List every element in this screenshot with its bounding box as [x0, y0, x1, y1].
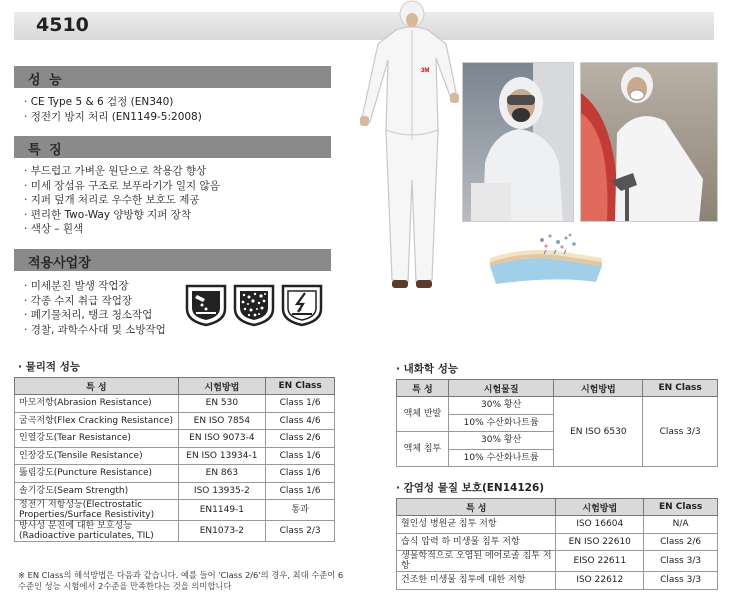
- table-cell: 습식 압력 하 미생물 침투 저항: [397, 533, 556, 551]
- table-cell: ISO 22612: [556, 572, 644, 590]
- table-cell: ISO 16604: [556, 516, 644, 534]
- table-row: [15, 412, 335, 430]
- table-cell: Class 2/3: [266, 521, 335, 542]
- table-cell: Class 2/6: [266, 430, 335, 448]
- table-row: 10% 수산화나트륨: [397, 414, 718, 432]
- table-row: 액체 침투 30% 황산: [397, 432, 718, 450]
- table-cell: EN ISO 22610: [556, 533, 644, 551]
- table-cell: 인장강도(Tensile Resistance): [15, 447, 179, 465]
- list-item: · CE Type 5 & 6 검정 (EN340): [24, 95, 202, 110]
- table-cell: 굴곡저항(Flex Cracking Resistance): [15, 412, 179, 430]
- table-cell: 건조한 미생물 침투에 대한 저항: [397, 572, 556, 590]
- table-cell: 마모저항(Abrasion Resistance): [15, 395, 179, 413]
- infectious-protection-table: [396, 498, 718, 590]
- coverall-product-image: [348, 0, 470, 296]
- table-row: [397, 572, 718, 590]
- table-cell: EN 530: [178, 395, 266, 413]
- chemical-table-title: · 내화학 성능: [396, 363, 459, 375]
- table-cell: 방사성 분진에 대한 보호성능 (Radioactive particulates, TIL): [15, 521, 179, 542]
- physical-table-title: · 물리적 성능: [18, 361, 81, 373]
- column-header: 시험방법: [554, 380, 643, 397]
- list-item: · 폐기물처리, 탱크 청소작업: [24, 308, 166, 323]
- column-header: EN Class: [643, 380, 718, 397]
- infectious-table-title: · 감염성 물질 보호(EN14126): [396, 482, 545, 494]
- table-cell: Class 3/3: [644, 551, 718, 572]
- worker-respirator-photo: [462, 62, 574, 222]
- section-features-header: 특 징: [14, 136, 331, 158]
- table-cell: Class 3/3: [644, 572, 718, 590]
- table-cell: EN ISO 9073-4: [178, 430, 266, 448]
- table-cell: 정전기 저항성능(Electrostatic Properties/Surface Resistivity): [15, 500, 179, 521]
- column-header: 시험방법: [178, 378, 266, 395]
- column-header: 특 성: [15, 378, 179, 395]
- table-cell: Class 1/6: [266, 482, 335, 500]
- table-cell: ISO 13935-2: [178, 482, 266, 500]
- fabric-structure-illustration: [486, 232, 606, 294]
- table-row: [15, 430, 335, 448]
- column-header: EN Class: [644, 499, 718, 516]
- table-cell: 인열강도(Tear Resistance): [15, 430, 179, 448]
- table-row: [15, 465, 335, 483]
- section-applications-header: 적용사업장: [14, 249, 331, 271]
- column-header: EN Class: [266, 378, 335, 395]
- table-cell: 혈인성 병원균 침투 저항: [397, 516, 556, 534]
- table-row: [15, 500, 335, 521]
- table-row: [15, 521, 335, 542]
- physical-performance-table: [14, 377, 335, 542]
- table-cell: Class 2/6: [644, 533, 718, 551]
- table-cell: 통과: [266, 500, 335, 521]
- table-cell: Class 1/6: [266, 395, 335, 413]
- features-list: [24, 164, 220, 237]
- table-cell: N/A: [644, 516, 718, 534]
- table-cell: 솔기강도(Seam Strength): [15, 482, 179, 500]
- list-item: · 지퍼 덮개 처리로 우수한 보호도 제공: [24, 193, 220, 208]
- section-performance-header: 성 능: [14, 66, 331, 88]
- table-row: [397, 551, 718, 572]
- list-item: · 미세분진 발생 작업장: [24, 279, 166, 294]
- chemical-hazard-icon: [184, 283, 228, 327]
- column-header: 시험방법: [556, 499, 644, 516]
- table-row: 10% 수산화나트륨: [397, 449, 718, 467]
- table-cell: EN ISO 7854: [178, 412, 266, 430]
- performance-list: [24, 95, 202, 124]
- table-cell: EISO 22611: [556, 551, 644, 572]
- table-cell: 뚫림강도(Puncture Resistance): [15, 465, 179, 483]
- column-header: 특 성: [397, 499, 556, 516]
- list-item: · 편리한 Two-Way 양방향 지퍼 장착: [24, 208, 220, 223]
- footnote: ※ EN Class의 해석방법은 다음과 같습니다. 예를 들어 'Class 2/6'의 경우, 최대 수준이 6수준인 성능 시험에서 2수준을 만족한다는 것을 의미합니다: [18, 570, 344, 591]
- table-row: [15, 447, 335, 465]
- table-cell: Class 1/6: [266, 447, 335, 465]
- table-cell: EN1149-1: [178, 500, 266, 521]
- applications-list: [24, 279, 166, 337]
- list-item: · 경찰, 과학수사대 및 소방작업: [24, 323, 166, 338]
- worker-spraying-photo: [580, 62, 718, 222]
- list-item: · 정전기 방지 처리 (EN1149-5:2008): [24, 110, 202, 125]
- list-item: · 미세 장섬유 구조로 보푸라기가 일지 않음: [24, 179, 220, 194]
- column-header: 시험물질: [448, 380, 554, 397]
- table-row: [15, 482, 335, 500]
- chemical-resistance-table: [396, 379, 718, 467]
- svg-text:3M: 3M: [421, 68, 430, 74]
- list-item: · 부드럽고 가벼운 원단으로 착용감 향상: [24, 164, 220, 179]
- table-cell: EN ISO 13934-1: [178, 447, 266, 465]
- product-title: 4510: [36, 14, 89, 36]
- table-row: 액체 반발 30% 황산 EN ISO 6530 Class 3/3: [397, 397, 718, 415]
- table-cell: Class 1/6: [266, 465, 335, 483]
- particle-hazard-icon: [232, 283, 276, 327]
- table-cell: EN 863: [178, 465, 266, 483]
- table-cell: EN1073-2: [178, 521, 266, 542]
- table-row: [397, 533, 718, 551]
- list-item: · 각종 수지 취급 작업장: [24, 294, 166, 309]
- column-header: 특 성: [397, 380, 449, 397]
- table-cell: Class 4/6: [266, 412, 335, 430]
- list-item: · 색상 – 흰색: [24, 222, 220, 237]
- table-row: [15, 395, 335, 413]
- table-row: [397, 516, 718, 534]
- antistatic-icon: [280, 283, 324, 327]
- table-cell: 생물학적으로 오염된 에어로졸 침투 저항: [397, 551, 556, 572]
